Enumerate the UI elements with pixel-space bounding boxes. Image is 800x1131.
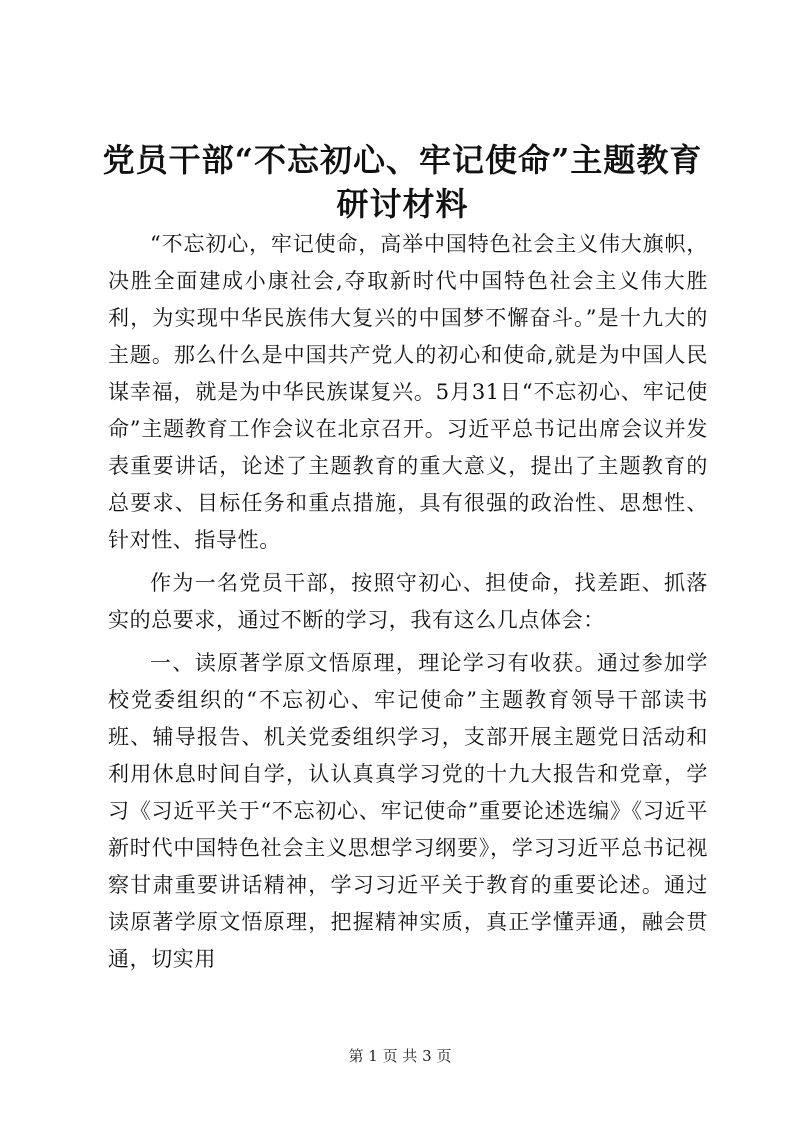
paragraph-point-one: 一、读原著学原文悟原理，理论学习有收获。通过参加学校党委组织的“不忘初心、牢记使命”主题教育领导干部读书班、辅导报告、机关党委组织学习，支部开展主题党日活动和利用休息时间自学，认认真真学习党的十九大报告和党章，学习《习近平关于“不忘初心、牢记使命”重要论述选编》《习近平新时代中国特色社会主义思想学习纲要》，学习习近平总书记视察甘肃重要讲话精神，学习习近平关于教育的重要论述。通过读原著学原文悟原理，把握精神实质，真正学懂弄通，融会贯通，切实用 — [108, 651, 708, 971]
paragraph-intro: “不忘初心，牢记使命，高举中国特色社会主义伟大旗帜，决胜全面建成小康社会,夺取新时代中国特色社会主义伟大胜利，为实现中华民族伟大复兴的中国梦不懈奋斗。”是十九大的主题。那么什么是中国共产党人的初心和使命,就是为中国人民谋幸福，就是为中华民族谋复兴。5月31日“不忘初心、牢记使命”主题教育工作会议在北京召开。习近平总书记出席会议并发表重要讲话，论述了主题教育的重大意义，提出了主题教育的总要求、目标任务和重点措施，具有很强的政治性、思想性、针对性、指导性。 — [108, 232, 708, 552]
page-number-footer: 第 1 页 共 3 页 — [348, 1047, 452, 1065]
paragraph-summary: 作为一名党员干部，按照守初心、担使命，找差距、抓落实的总要求，通过不断的学习，我有这么几点体会： — [108, 571, 708, 632]
document-body — [108, 226, 708, 978]
document-title: 党员干部“不忘初心、牢记使命”主题教育研讨材料 — [102, 141, 703, 223]
